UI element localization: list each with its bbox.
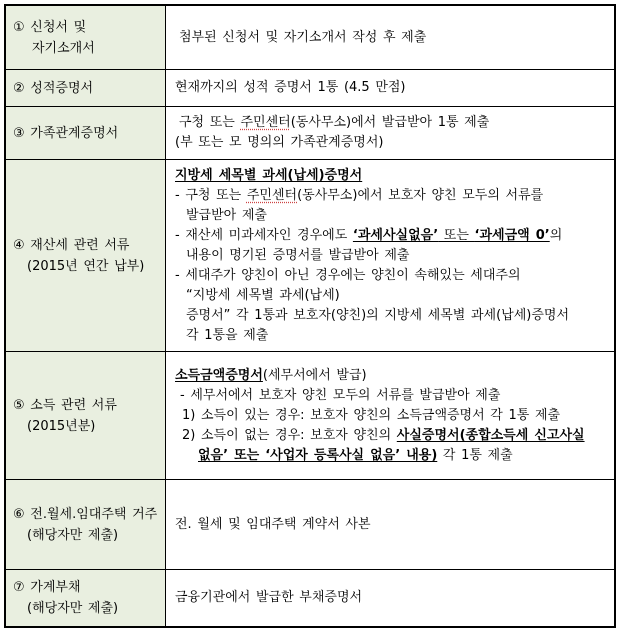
content-line: 전. 월세 및 임대주택 계약서 사본 bbox=[175, 516, 371, 532]
content-line: - 세대주가 양친이 아닌 경우에는 양친이 속해있는 세대주의 bbox=[175, 267, 521, 283]
content-heading: 지방세 세목별 과세(납세)증명서 bbox=[175, 167, 363, 183]
required-documents-table bbox=[4, 4, 616, 628]
text-segment: (동사무소)에서 보호자 양친 모두의 서류를 bbox=[297, 187, 544, 203]
content-line: 첨부된 신청서 및 자기소개서 작성 후 제출 bbox=[179, 29, 427, 45]
content-line: 금융기관에서 발급한 부채증명서 bbox=[175, 590, 363, 605]
label-cell bbox=[6, 160, 166, 352]
label-line: (해당자만 제출) bbox=[27, 601, 119, 616]
content-line: 발급받아 제출 bbox=[186, 207, 267, 223]
content-cell bbox=[166, 6, 614, 70]
text-segment: (동사무소)에서 발급받아 1통 제출 bbox=[290, 115, 490, 130]
label-line: ⑥ 전.월세.임대주택 거주 bbox=[13, 506, 158, 522]
content-line bbox=[175, 426, 614, 446]
label-line: ③ 가족관계증명서 bbox=[13, 125, 119, 141]
content-cell bbox=[166, 352, 614, 480]
label-cell bbox=[6, 570, 166, 626]
label-line: ② 성적증명서 bbox=[13, 80, 94, 96]
text-segment: 의 bbox=[549, 227, 563, 243]
label-line: ④ 재산세 관련 서류 bbox=[13, 237, 130, 253]
label-cell bbox=[6, 6, 166, 70]
label-cell bbox=[6, 352, 166, 480]
emphasis-text: ‘과세사실없음’ bbox=[352, 227, 439, 243]
content-cell bbox=[166, 160, 614, 352]
label-line: ① 신청서 및 bbox=[13, 19, 87, 35]
emphasis-text: 사실증명서(종합소득세 신고사실 bbox=[396, 427, 585, 443]
label-cell bbox=[6, 70, 166, 107]
label-cell bbox=[6, 107, 166, 160]
content-line: 증명서” 각 1통과 보호자(양친)의 지방세 세목별 과세(납세)증명서 bbox=[186, 307, 570, 323]
content-line bbox=[175, 186, 614, 206]
content-cell bbox=[166, 70, 614, 107]
content-cell bbox=[166, 570, 614, 626]
label-line: 자기소개서 bbox=[32, 40, 95, 56]
emphasis-text: ‘과세금액 0’ bbox=[474, 227, 550, 243]
label-cell bbox=[6, 480, 166, 570]
content-line bbox=[175, 113, 614, 133]
text-segment: - 구청 또는 bbox=[175, 187, 247, 203]
content-line: 각 1통을 제출 bbox=[186, 327, 269, 343]
spellcheck-marked-text: 주민센터 bbox=[246, 187, 298, 203]
underlined-text: 또는 bbox=[438, 227, 475, 243]
emphasis-text: 없음’ 또는 ‘사업자 등록사실 없음’ 내용) bbox=[198, 447, 438, 463]
emphasis-text: 소득금액증명서 bbox=[175, 367, 263, 383]
content-line bbox=[175, 226, 614, 246]
content-line: - 세무서에서 보호자 양친 모두의 서류를 발급받아 제출 bbox=[180, 387, 501, 403]
label-line: ⑤ 소득 관련 서류 bbox=[13, 397, 117, 413]
spellcheck-marked-text: 주민센터 bbox=[240, 115, 291, 130]
label-line: (2015년 연간 납부) bbox=[27, 258, 145, 274]
text-segment: (세무서에서 발급) bbox=[262, 367, 367, 383]
content-heading bbox=[175, 366, 614, 386]
content-line: 현재까지의 성적 증명서 1통 (4.5 만점) bbox=[175, 80, 406, 95]
label-line: (2015년분) bbox=[27, 418, 96, 434]
text-segment: 2) 소득이 없는 경우: 보호자 양친의 bbox=[182, 427, 397, 443]
content-line bbox=[175, 446, 614, 466]
label-line: (해당자만 제출) bbox=[27, 527, 119, 543]
text-segment: 구청 또는 bbox=[179, 115, 241, 130]
content-line: 내용이 명기된 증명서를 발급받아 제출 bbox=[186, 247, 410, 263]
content-line: “지방세 세목별 과세(납세) bbox=[186, 287, 340, 303]
content-cell bbox=[166, 107, 614, 160]
content-line: (부 또는 모 명의의 가족관계증명서) bbox=[175, 135, 384, 150]
text-segment: - 재산세 미과세자인 경우에도 bbox=[175, 227, 353, 243]
content-cell bbox=[166, 480, 614, 570]
label-line: ⑦ 가계부채 bbox=[13, 580, 81, 595]
content-line: 1) 소득이 있는 경우: 보호자 양친의 소득금액증명서 각 1통 제출 bbox=[182, 407, 561, 423]
text-segment: 각 1통 제출 bbox=[437, 447, 513, 463]
